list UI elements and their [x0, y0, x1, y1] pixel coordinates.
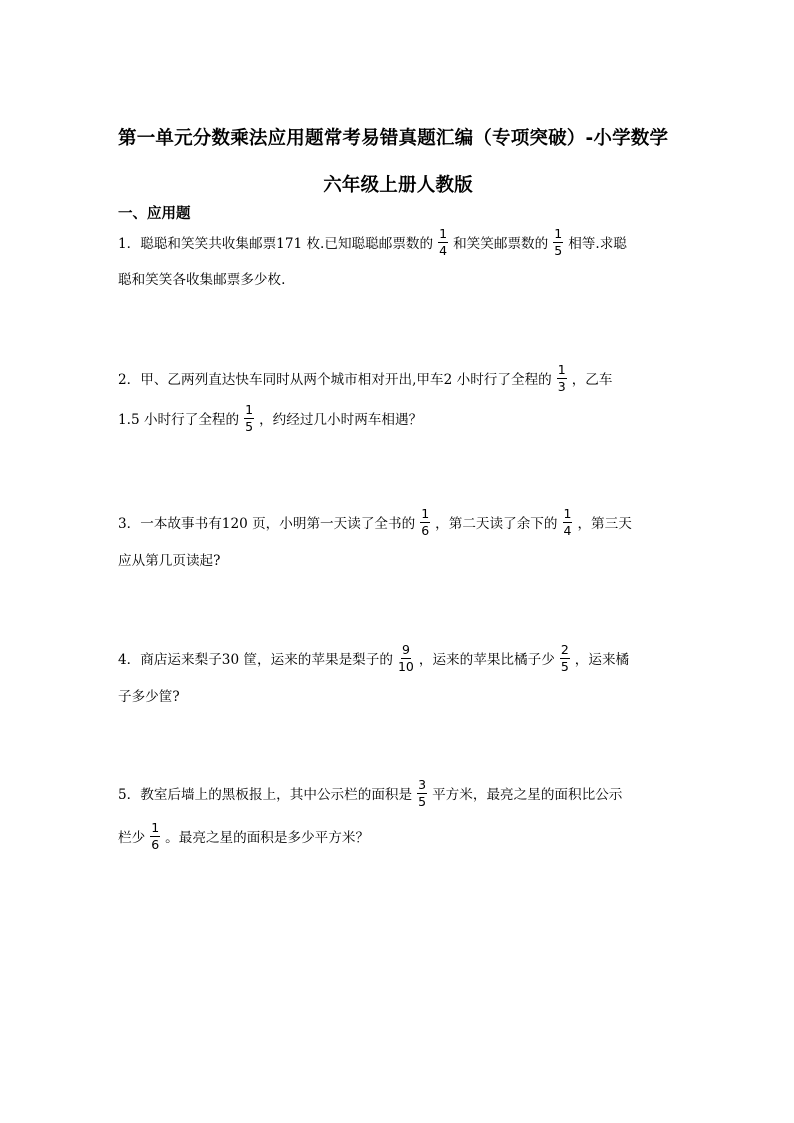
question-1-text-c: 相等.求聪 [568, 236, 627, 252]
question-3-text-line2: 应从第几页读起? [118, 553, 221, 569]
fraction-numerator: 1 [557, 361, 566, 377]
fraction [420, 507, 430, 538]
fraction [560, 643, 570, 674]
document-title-line2: 六年级上册人教版 [323, 175, 473, 196]
question-4-text-c: ，运来橘 [574, 652, 630, 668]
question-3-text-b: ，第二天读了余下的 [435, 516, 558, 532]
question-4-text-a: 4．商店运来梨子30 筐，运来的苹果是梨子的 [118, 652, 393, 668]
question-3-text-a: 3．一本故事书有120 页，小明第一天读了全书的 [118, 516, 416, 532]
fraction-numerator: 1 [554, 225, 563, 241]
question-5-text-a: 5．教室后墙上的黑板报上，其中公示栏的面积是 [118, 787, 413, 803]
document-title-line1: 第一单元分数乘法应用题常考易错真题汇编（专项突破）-小学数学 [118, 128, 669, 149]
fraction-denominator: 6 [421, 522, 430, 538]
question-1-text-line2: 聪和笑笑各收集邮票多少枚. [118, 272, 286, 288]
fraction [438, 227, 448, 258]
fraction-denominator: 5 [418, 793, 427, 809]
question-5-text-c: 栏少 [118, 830, 146, 846]
question-1-text-a: 1．聪聪和笑笑共收集邮票171 枚.已知聪聪邮票数的 [118, 236, 434, 252]
question-2-text-c: 1.5 小时行了全程的 [118, 412, 240, 428]
fraction-denominator: 10 [397, 658, 414, 674]
question-4-text-line2: 子多少筐? [118, 689, 180, 705]
question-3-line-2 [118, 541, 220, 577]
fraction-denominator: 4 [439, 242, 448, 258]
fraction [244, 403, 254, 434]
fraction [553, 227, 563, 258]
question-4-line-2 [118, 677, 180, 713]
fraction-numerator: 2 [560, 641, 569, 657]
question-5-line-1 [118, 775, 622, 811]
question-5-text-d: 。最亮之星的面积是多少平方米？ [165, 830, 370, 846]
question-3-line-1 [118, 504, 632, 540]
question-5-text-b: 平方米，最亮之星的面积比公示 [432, 787, 623, 803]
fraction-numerator: 9 [401, 641, 410, 657]
question-2-text-b: ，乙车 [571, 372, 613, 388]
fraction-denominator: 5 [560, 658, 569, 674]
question-1-text-b: 和笑笑邮票数的 [453, 236, 549, 252]
question-2-line-1 [118, 360, 612, 396]
fraction-numerator: 1 [421, 505, 430, 521]
fraction-numerator: 3 [418, 776, 427, 792]
fraction-denominator: 6 [151, 836, 160, 852]
fraction-denominator: 3 [557, 378, 566, 394]
section-heading: 一、应用题 [118, 206, 191, 222]
fraction [563, 507, 573, 538]
question-1-line-1 [118, 224, 627, 260]
fraction-denominator: 4 [563, 522, 572, 538]
fraction-numerator: 1 [439, 225, 448, 241]
question-2-text-d: ，约经过几小时两车相遇？ [259, 412, 423, 428]
fraction-denominator: 5 [554, 242, 563, 258]
fraction [557, 363, 567, 394]
question-1-line-2 [118, 260, 285, 296]
fraction [398, 643, 414, 674]
fraction [417, 778, 427, 809]
fraction-denominator: 5 [245, 418, 254, 434]
question-4-line-1 [118, 640, 629, 676]
fraction-numerator: 1 [245, 401, 254, 417]
question-4-text-b: ，运来的苹果比橘子少 [418, 652, 555, 668]
question-2-line-2 [118, 400, 422, 436]
question-3-text-c: ，第三天 [577, 516, 632, 532]
fraction [150, 821, 160, 852]
question-5-line-2 [118, 818, 369, 854]
fraction-numerator: 1 [563, 505, 572, 521]
question-2-text-a: 2．甲、乙两列直达快车同时从两个城市相对开出,甲车2 小时行了全程的 [118, 372, 552, 388]
fraction-numerator: 1 [151, 819, 160, 835]
